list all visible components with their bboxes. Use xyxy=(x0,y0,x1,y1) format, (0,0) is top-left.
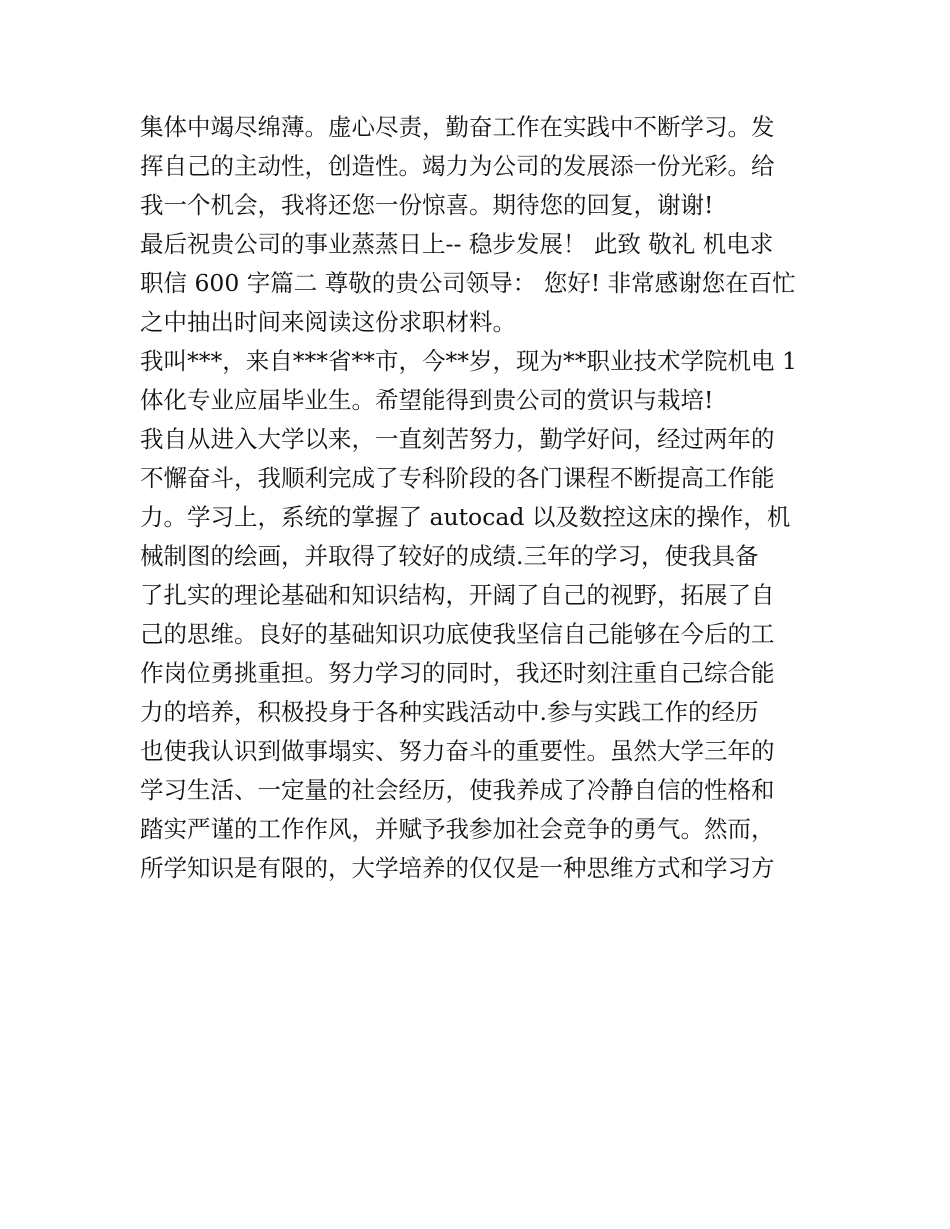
text-line: 挥自己的主动性，创造性。竭力为公司的发展添一份光彩。给 xyxy=(140,152,775,180)
text-line: 不懈奋斗，我顺利完成了专科阶段的各门课程不断提高工作能 xyxy=(140,464,775,492)
text-line: 也使我认识到做事塌实、努力奋斗的重要性。虽然大学三年的 xyxy=(140,737,775,765)
text-line: 我叫***，来自***省**市，今**岁，现为**职业技术学院机电 1 xyxy=(140,347,797,375)
text-line: 集体中竭尽绵薄。虚心尽责，勤奋工作在实践中不断学习。发 xyxy=(140,113,775,141)
text-line: 体化专业应届毕业生。希望能得到贵公司的赏识与栽培! xyxy=(140,386,714,414)
text-line: 之中抽出时间来阅读这份求职材料。 xyxy=(140,308,516,336)
text-line: 职信 600 字篇二 尊敬的贵公司领导： 您好! 非常感谢您在百忙 xyxy=(140,269,796,297)
text-line: 所学知识是有限的，大学培养的仅仅是一种思维方式和学习方 xyxy=(140,854,775,882)
text-line: 力的培养，积极投身于各种实践活动中.参与实践工作的经历 xyxy=(140,698,759,726)
text-line: 踏实严谨的工作作风，并赋予我参加社会竞争的勇气。然而， xyxy=(140,815,775,843)
text-line: 作岗位勇挑重担。努力学习的同时，我还时刻注重自己综合能 xyxy=(140,659,775,687)
text-line: 力。学习上，系统的掌握了 autocad 以及数控这床的操作，机 xyxy=(140,503,791,531)
text-line: 我一个机会，我将还您一份惊喜。期待您的回复，谢谢! xyxy=(140,191,714,219)
text-line: 我自从进入大学以来，一直刻苦努力，勤学好问，经过两年的 xyxy=(140,425,775,453)
text-line: 最后祝贵公司的事业蒸蒸日上-- 稳步发展！ 此致 敬礼 机电求 xyxy=(140,230,774,258)
text-line: 学习生活、一定量的社会经历，使我养成了冷静自信的性格和 xyxy=(140,776,775,804)
text-line: 己的思维。良好的基础知识功底使我坚信自己能够在今后的工 xyxy=(140,620,775,648)
document-body xyxy=(140,108,812,888)
text-line: 械制图的绘画，并取得了较好的成绩.三年的学习，使我具备 xyxy=(140,542,759,570)
text-line: 了扎实的理论基础和知识结构，开阔了自己的视野，拓展了自 xyxy=(140,581,775,609)
